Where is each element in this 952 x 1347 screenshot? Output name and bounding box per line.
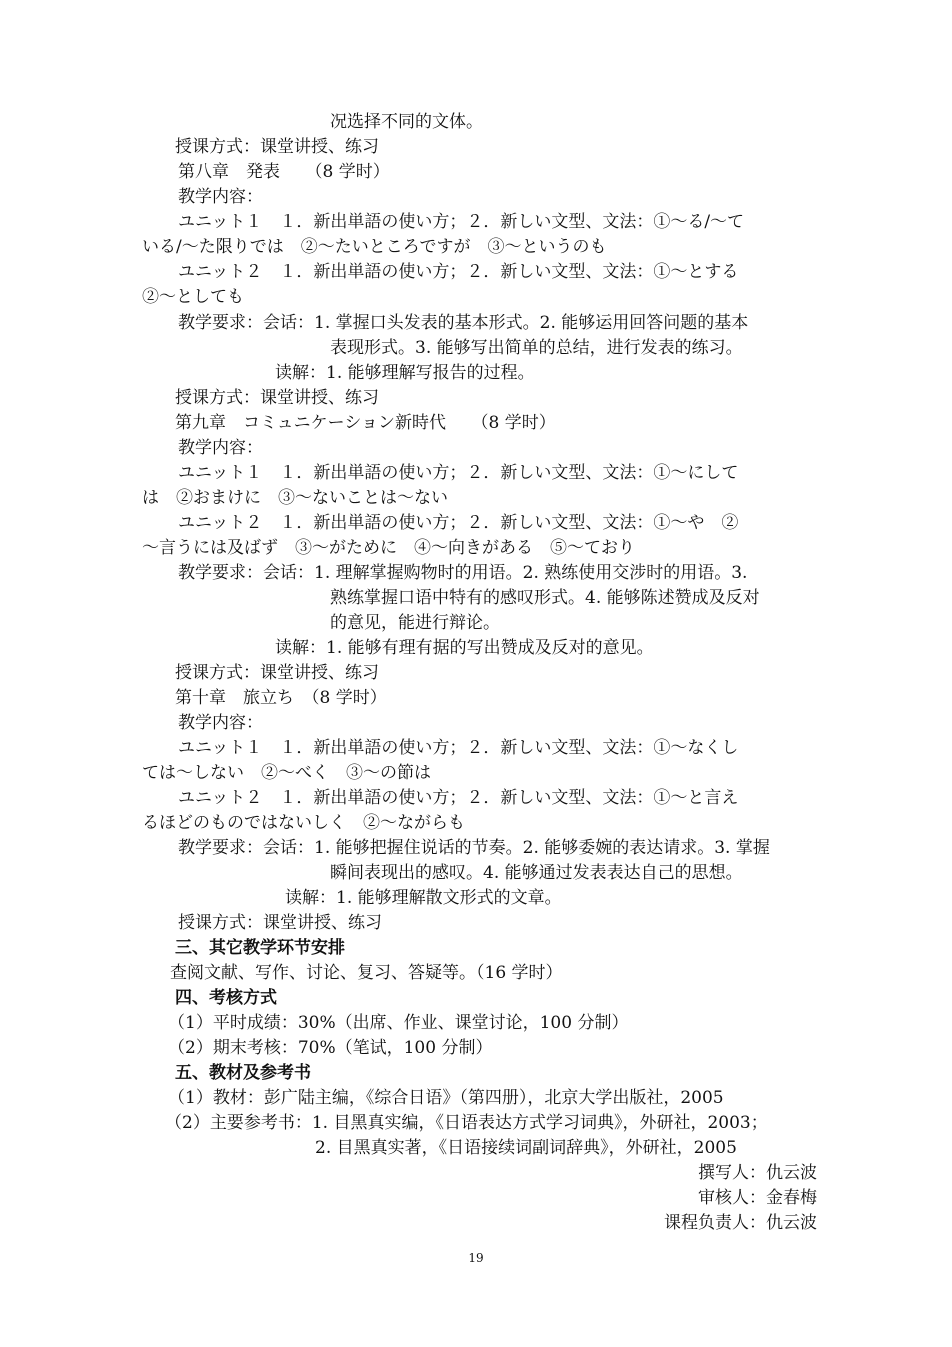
text-line: 查阅文献、写作、讨论、复习、答疑等。（16 学时） [170,963,563,983]
chapter-heading: 第九章 コミュニケーション新時代 （8 学时） [175,413,556,433]
text-line: ユニット２ １．新出単語の使い方；２．新しい文型、文法：①～とする [178,262,739,282]
text-line: （2）主要参考书：1. 目黑真实编，《日语表达方式学习词典》，外研社，2003； [165,1113,768,1133]
section-heading: 五、教材及参考书 [175,1063,311,1083]
text-line: 授课方式：课堂讲授、练习 [178,913,382,933]
text-line: は ②おまけに ③～ないことは～ない [142,488,448,508]
text-line: ては～しない ②～べく ③～の節は [142,763,431,783]
text-line: 瞬间表现出的感叹。4. 能够通过发表表达自己的思想。 [330,863,743,883]
text-line: 况选择不同的文体。 [330,112,483,132]
reviewer-line: 审核人：金春梅 [698,1188,817,1208]
text-line: いる/～た限りでは ②～たいところですが ③～というのも [142,237,607,257]
author-line: 撰写人：仇云波 [698,1163,817,1183]
text-line: ユニット１ １．新出単語の使い方；２．新しい文型、文法：①～なくし [178,738,739,758]
text-line: ユニット２ １．新出単語の使い方；２．新しい文型、文法：①～や ② [178,513,739,533]
text-line: 读解：1. 能够理解散文形式的文章。 [285,888,562,908]
chapter-heading: 第十章 旅立ち （8 学时） [175,688,387,708]
text-line: 读解：1. 能够理解写报告的过程。 [275,363,535,383]
course-lead-line: 课程负责人：仇云波 [664,1213,817,1233]
text-line: ②～としても [142,287,244,307]
text-line: るほどのものではないしく ②～ながらも [142,813,465,833]
text-line: 熟练掌握口语中特有的感叹形式。4. 能够陈述赞成及反对 [330,588,760,608]
text-line: ユニット１ １．新出単語の使い方；２．新しい文型、文法：①～る/～て [178,212,745,232]
text-line: 教学要求：会话：1. 理解掌握购物时的用语。2. 熟练使用交涉时的用语。3. [178,563,748,583]
text-line: 的意见，能进行辩论。 [330,613,500,633]
text-line: （2）期末考核：70%（笔试，100 分制） [168,1038,493,1058]
text-line: 2. 目黑真实著，《日语接续词副词辞典》，外研社，2005 [315,1138,737,1158]
chapter-heading: 第八章 発表 （8 学时） [178,162,390,182]
text-line: 教学要求：会话：1. 掌握口头发表的基本形式。2. 能够运用回答问题的基本 [178,313,749,333]
text-line: ユニット１ １．新出単語の使い方；２．新しい文型、文法：①～にして [178,463,739,483]
text-line: 教学内容： [178,713,263,733]
text-line: 表现形式。3. 能够写出简单的总结，进行发表的练习。 [330,338,743,358]
page-number: 19 [468,1251,484,1265]
text-line: ～言うには及ばず ③～がために ④～向きがある ⑤～ており [142,538,635,558]
text-line: 教学要求：会话：1. 能够把握住说话的节奏。2. 能够委婉的表达请求。3. 掌握 [178,838,770,858]
section-heading: 三、其它教学环节安排 [175,938,345,958]
text-line: （1）教材：彭广陆主编，《综合日语》（第四册），北京大学出版社，2005 [168,1088,724,1108]
text-line: 授课方式：课堂讲授、练习 [175,137,379,157]
text-line: 教学内容： [178,187,263,207]
text-line: （1）平时成绩：30%（出席、作业、课堂讨论，100 分制） [168,1013,629,1033]
text-line: 读解：1. 能够有理有据的写出赞成及反对的意见。 [275,638,654,658]
text-line: 授课方式：课堂讲授、练习 [175,388,379,408]
text-line: 授课方式：课堂讲授、练习 [175,663,379,683]
text-line: 教学内容： [178,438,263,458]
section-heading: 四、考核方式 [175,988,277,1008]
text-line: ユニット２ １．新出単語の使い方；２．新しい文型、文法：①～と言え [178,788,739,808]
